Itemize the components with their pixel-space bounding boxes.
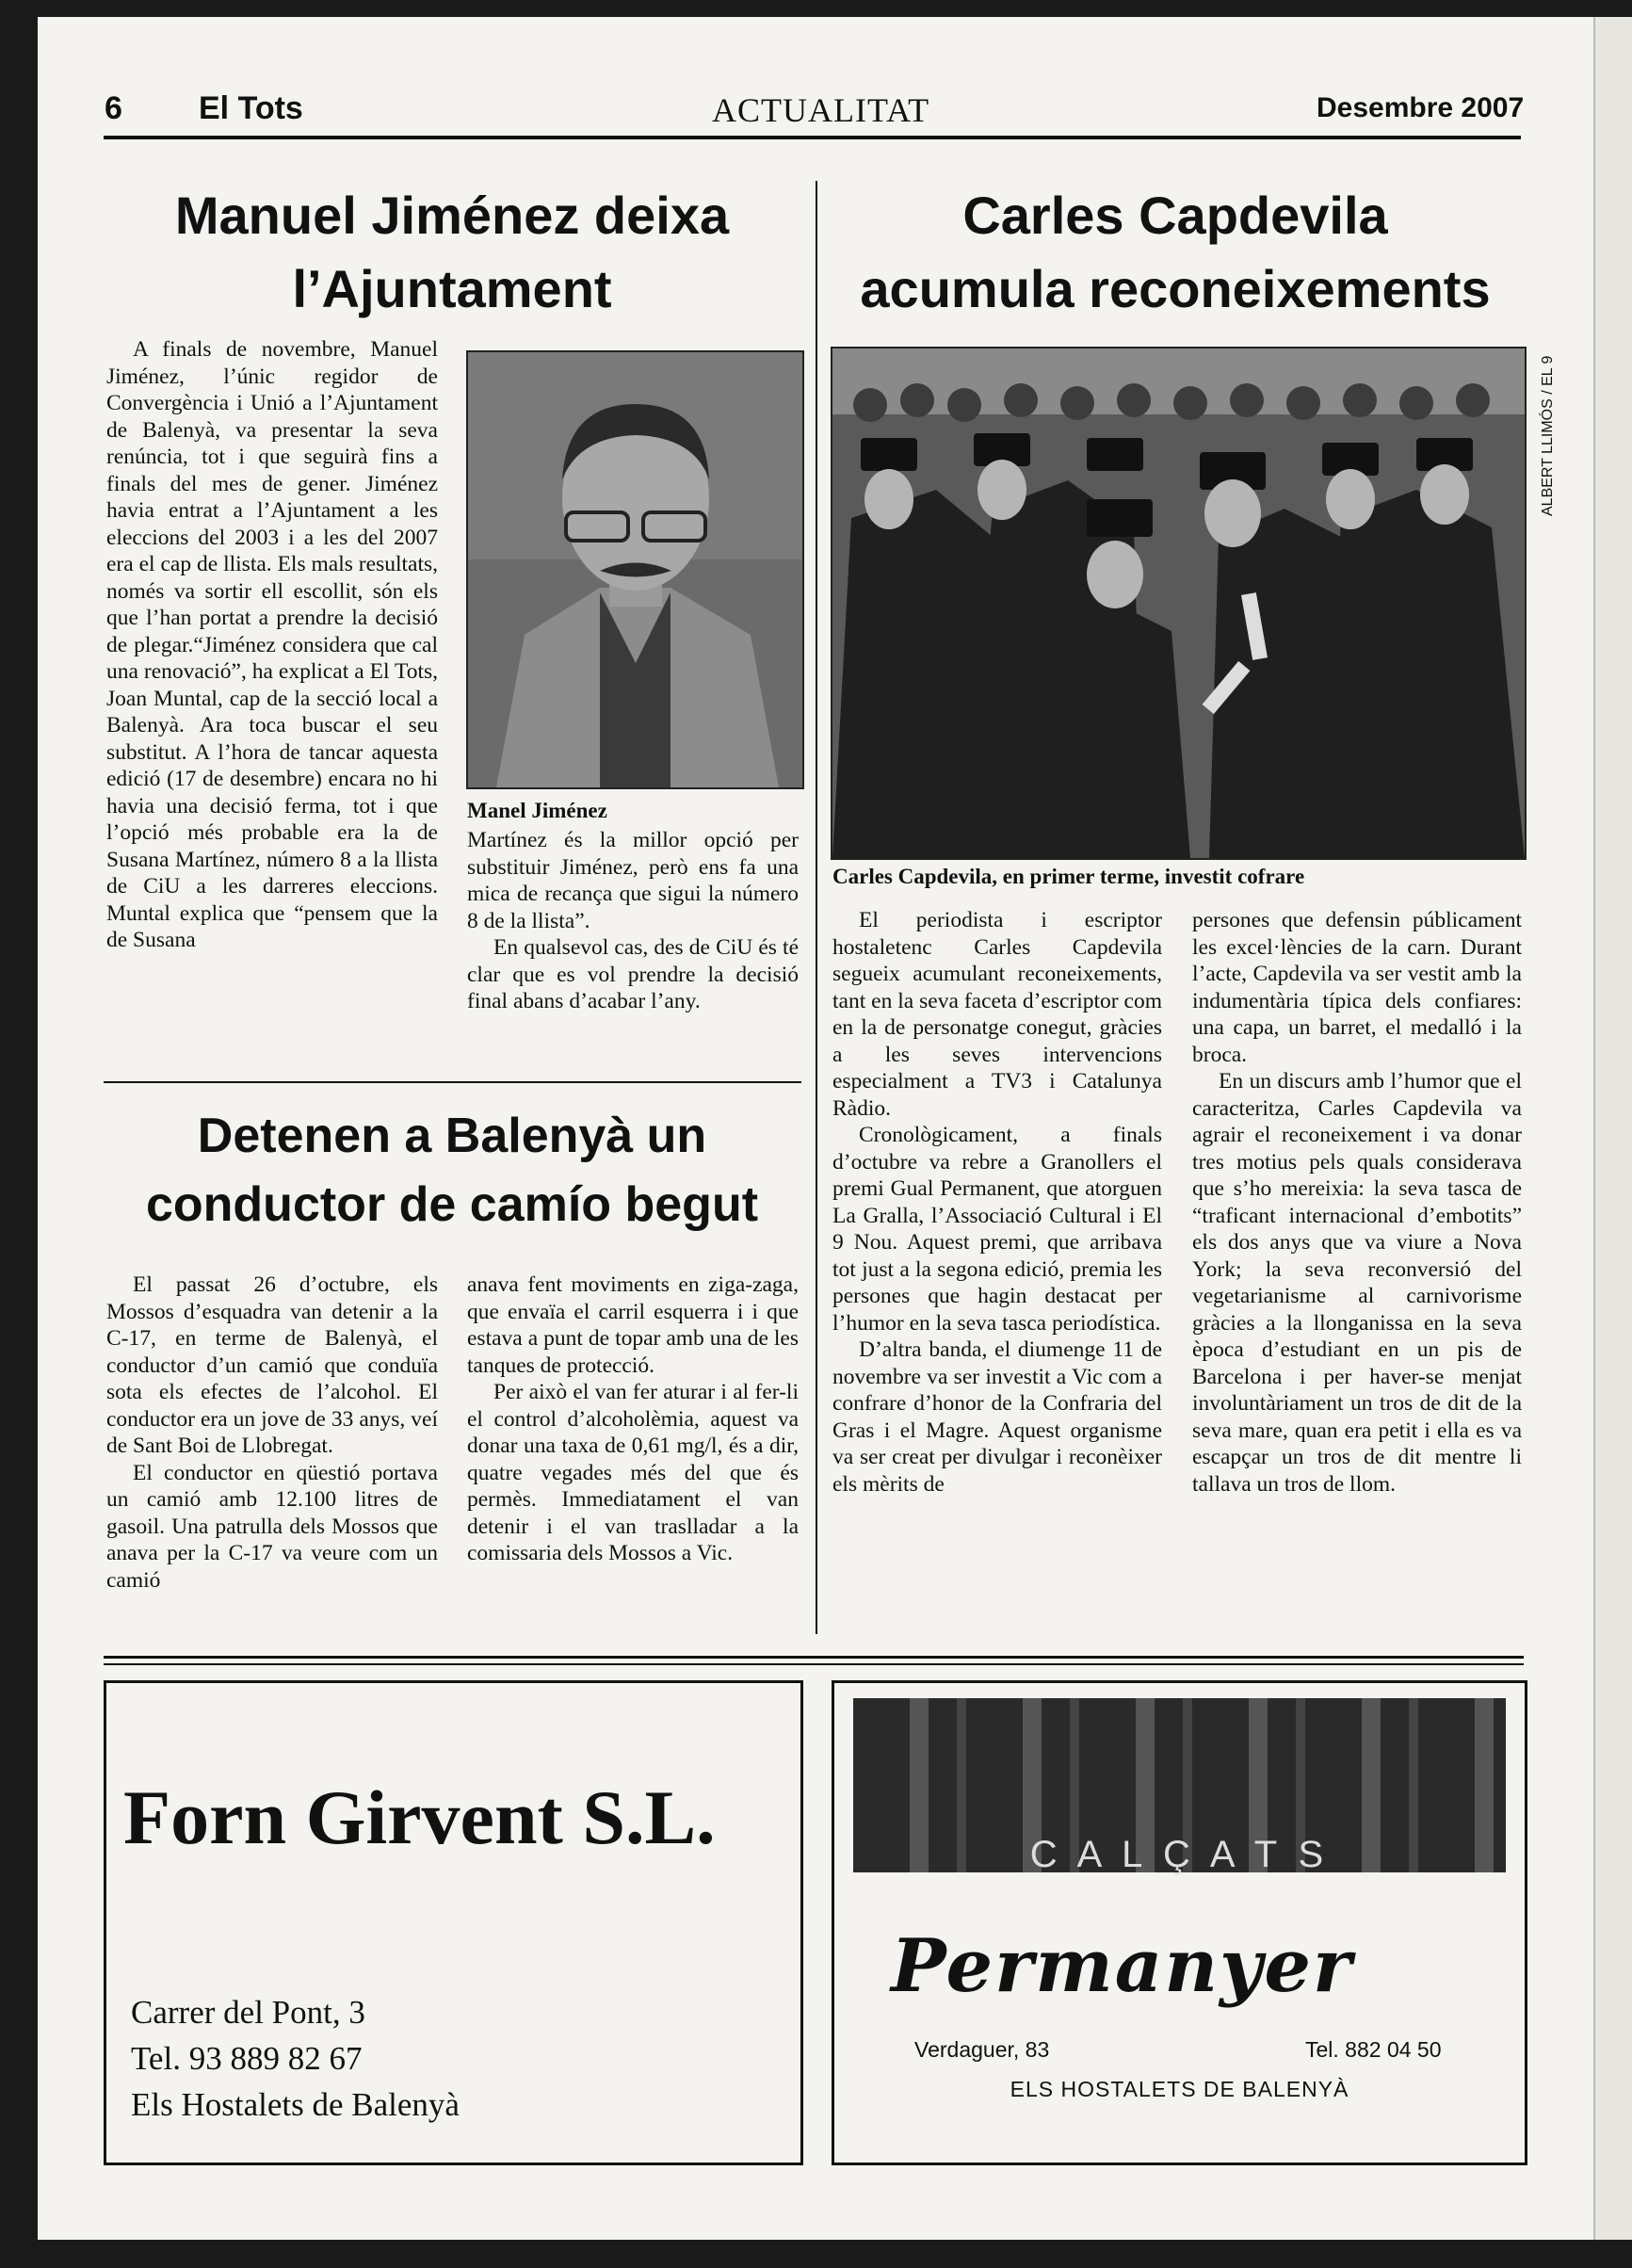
article3-column1 xyxy=(832,907,1162,1498)
paragraph: D’altra banda, el diumenge 11 de novembre va ser investit a Vic com a confrare d’honor de la Confraria del Gras i el Magre. Aquest organisme va ser creat per divulgar i reconèixer els mèrits de xyxy=(832,1337,1162,1497)
article2-headline: Detenen a Balenyà un conductor de camío begut xyxy=(145,1109,759,1232)
page-number: 6 xyxy=(105,90,122,126)
publication-name: El Tots xyxy=(199,90,303,126)
article3-photo-caption: Carles Capdevila, en primer terme, investit cofrare xyxy=(832,865,1305,888)
ad-forn-girvent xyxy=(104,1680,803,2165)
ad1-phone: Tel. 93 889 82 67 xyxy=(131,2040,363,2077)
ads-rule-top xyxy=(104,1656,1524,1659)
photo-credit: ALBERT LLIMÓS / EL 9 xyxy=(1540,355,1556,516)
paragraph: El passat 26 d’octubre, els Mossos d’esquadra van detenir a la C-17, en terme de Balenyà, el conductor d’un camió que conduïa sota els efectes de l’alcohol. El conductor era un jove de 33 anys, veí de Sant Boi de Llobregat. xyxy=(106,1272,438,1458)
ad1-address: Carrer del Pont, 3 xyxy=(131,1994,365,2031)
header-rule xyxy=(104,136,1521,139)
paragraph: En un discurs amb l’humor que el caracteritza, Carles Capdevila va agrair el reconeixement i va donar tres motius pels quals considerava que s’ho mereixia: la seva tasca de “traficant internacional d’embotits” els dos anys que va viure a Nova York; la seva reconversió del vegetarianisme al carnivorisme gràcies a la llonganissa en la seva època d’estudiant en un pis de Barcelona i per haver-se menjat involuntàriament un tros de dit de la seva mare, quan era petit i ella es va escapçar un tros de dit mentre li tallava un tros de llom. xyxy=(1192,1069,1522,1497)
ad2-address: Verdaguer, 83 xyxy=(914,2037,1050,2062)
ad2-phone: Tel. 882 04 50 xyxy=(1305,2037,1442,2062)
paragraph: anava fent moviments en ziga-zaga, que envaïa el carril esquerra i i que estava a punt de topar amb una de les tanques de protecció. xyxy=(467,1272,799,1378)
ad1-business-name: Forn Girvent S.L. xyxy=(123,1774,716,1860)
article2-column2 xyxy=(467,1272,799,1567)
ad-calcats-permanyer xyxy=(832,1680,1527,2165)
paragraph: Cronològicament, a finals d’octubre va rebre a Granollers el premi Gual Permanent, que atorguen La Gralla, l’Associació Cultural i El 9 Nou. Aquest premi, que arribava tot just a la segona edició, premia les persones que hagin destacat per l’humor en la seva tasca periodística. xyxy=(832,1123,1162,1336)
ad1-town: Els Hostalets de Balenyà xyxy=(131,2086,460,2123)
article3-headline: Carles Capdevila acumula reconeixements xyxy=(860,186,1491,319)
paragraph: Per això el van fer aturar i al fer-li el control d’alcoholèmia, aquest va donar una taxa de 0,61 mg/l, és a dir, quatre vegades més del que és permès. Immediatament el van detenir i el van traslladar a la comissaria dels Mossos a Vic. xyxy=(467,1380,799,1565)
article2-column1 xyxy=(106,1272,438,1594)
ad1-contact xyxy=(131,1989,460,2128)
paragraph: El conductor en qüestió portava un camió amb 12.100 litres de gasoil. Una patrulla dels Mossos que anava per la C-17 va veure com un camió xyxy=(106,1460,438,1593)
ad2-town: ELS HOSTALETS DE BALENYÀ xyxy=(1010,2077,1349,2101)
article1-headline: Manuel Jiménez deixa l’Ajuntament xyxy=(174,186,730,319)
paragraph: A finals de novembre, Manuel Jiménez, l’únic regidor de Convergència i Unió a l’Ajuntament de Balenyà, va presentar la seva renúncia, tot i que seguirà fins a finals del mes de gener. Jiménez havia entrat a l’Ajuntament a les eleccions del 2003 i a les del 2007 era el cap de llista. Els mals resultats, només va sortir ell escollit, són els que l’han portat a prendre la decisió de plegar.“Jiménez considera que cal una renovació”, ha explicat a El Tots, Joan Muntal, cap de la secció local a Balenyà. Ara toca buscar el seu substitut. A l’hora de tancar aquesta edició (17 de desembre) encara no hi havia una decisió ferma, tot i que l’opció més probable era la de Susana Martínez, número 8 a la llista de CiU a les darreres eleccions. Muntal explica que “pensem que la de Susana xyxy=(106,337,438,952)
article1-column1 xyxy=(106,336,438,954)
section-title: ACTUALITAT xyxy=(712,91,930,129)
article3-column2 xyxy=(1192,907,1522,1498)
photo-confraria-ceremony xyxy=(831,347,1527,860)
column-divider xyxy=(816,181,817,1634)
paragraph: El periodista i escriptor hostaletenc Carles Capdevila segueix acumulant reconeixements, tant en la seva faceta d’escriptor com en la de personatge conegut, gràcies a les seves intervencions especialment a TV3 i Catalunya Ràdio. xyxy=(832,908,1162,1121)
paragraph: En qualsevol cas, des de CiU és té clar que es vol prendre la decisió final abans d’acabar l’any. xyxy=(467,935,799,1013)
ad2-brand: Permanyer xyxy=(891,1923,1354,2009)
ad2-banner-text: C A L Ç A T S xyxy=(1029,1834,1330,1875)
paragraph: persones que defensin públicament les excel·lències de la carn. Durant l’acte, Capdevila va ser vestit amb la indumentària típica dels confiares: una capa, un barret, el medalló i la broca. xyxy=(1192,908,1522,1067)
article1-column2 xyxy=(467,827,799,1015)
photo-manel-jimenez xyxy=(466,350,804,789)
issue-date: Desembre 2007 xyxy=(1317,92,1525,123)
paragraph: Martínez és la millor opció per substituir Jiménez, però ens fa una mica de recança que sigui la número 8 de la llista”. xyxy=(467,828,799,933)
ads-rule-bottom xyxy=(104,1663,1524,1665)
page-edge xyxy=(1593,17,1632,2240)
article1-photo-caption: Manel Jiménez xyxy=(467,799,607,822)
article-divider xyxy=(104,1081,801,1083)
